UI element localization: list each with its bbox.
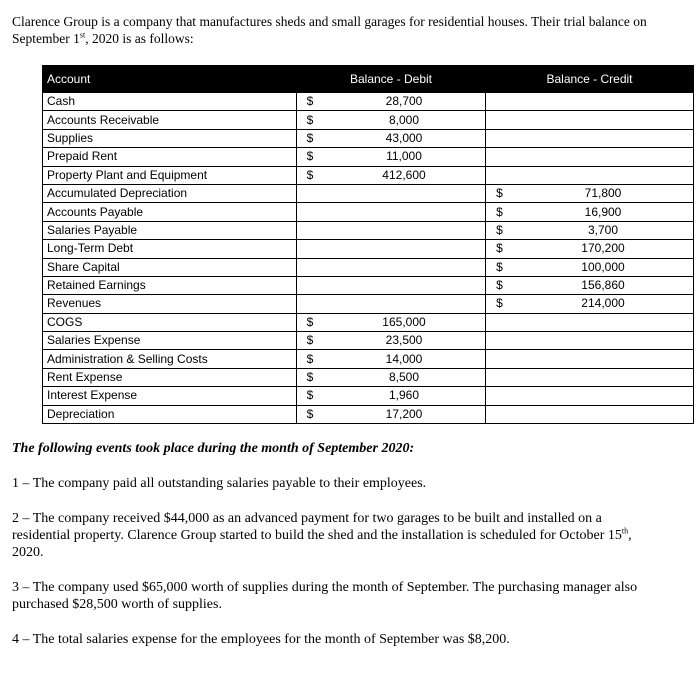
credit-value-cell: 156,860 [513,276,694,294]
debit-value-cell: 43,000 [323,129,486,147]
credit-value-cell [513,166,694,184]
account-cell: Retained Earnings [43,276,297,294]
table-row [43,148,694,166]
table-row [43,387,694,405]
debit-currency-cell [297,240,324,258]
account-cell: Accumulated Depreciation [43,184,297,202]
account-cell: Revenues [43,295,297,313]
credit-value-cell [513,129,694,147]
event-1: 1 – The company paid all outstanding salaries payable to their employees. [12,476,427,491]
events-heading: The following events took place during the month of September 2020: [12,441,415,456]
account-cell: Accounts Receivable [43,111,297,129]
debit-value-cell: 165,000 [323,313,486,331]
account-cell: Property Plant and Equipment [43,166,297,184]
account-cell: Depreciation [43,405,297,423]
debit-value-cell: 14,000 [323,350,486,368]
debit-currency-cell: $ [297,93,324,111]
credit-value-cell [513,350,694,368]
credit-currency-cell [486,313,514,331]
credit-value-cell: 170,200 [513,240,694,258]
credit-value-cell [513,313,694,331]
credit-value-cell [513,368,694,386]
credit-currency-cell: $ [486,276,514,294]
credit-currency-cell [486,405,514,423]
credit-value-cell [513,111,694,129]
intro-line-2: September 1st, 2020 is as follows: [12,30,194,46]
intro-paragraph [12,13,700,47]
table-row [43,129,694,147]
table-body [43,93,694,424]
credit-currency-cell [486,387,514,405]
debit-value-cell: 8,500 [323,368,486,386]
debit-value-cell [323,240,486,258]
debit-value-cell: 11,000 [323,148,486,166]
credit-currency-cell [486,93,514,111]
credit-value-cell [513,387,694,405]
debit-currency-cell: $ [297,332,324,350]
credit-currency-cell [486,332,514,350]
credit-value-cell: 71,800 [513,184,694,202]
table-row [43,93,694,111]
debit-currency-cell [297,276,324,294]
credit-currency-cell: $ [486,184,514,202]
debit-currency-cell [297,295,324,313]
credit-currency-cell: $ [486,203,514,221]
debit-value-cell: 8,000 [323,111,486,129]
debit-currency-cell: $ [297,350,324,368]
credit-value-cell: 214,000 [513,295,694,313]
account-cell: Supplies [43,129,297,147]
table-row [43,368,694,386]
table-header-row [43,66,694,93]
credit-value-cell: 100,000 [513,258,694,276]
table-row [43,111,694,129]
events-section [12,440,700,648]
credit-value-cell [513,332,694,350]
debit-value-cell [323,295,486,313]
table-row [43,240,694,258]
credit-value-cell [513,405,694,423]
account-cell: Administration & Selling Costs [43,350,297,368]
trial-balance-table [42,65,694,424]
credit-currency-cell [486,111,514,129]
credit-currency-cell [486,368,514,386]
table-row [43,332,694,350]
account-cell: Interest Expense [43,387,297,405]
debit-value-cell: 23,500 [323,332,486,350]
header-debit: Balance - Debit [297,66,486,93]
debit-currency-cell [297,203,324,221]
credit-currency-cell [486,166,514,184]
table-row [43,258,694,276]
debit-currency-cell [297,184,324,202]
account-cell: Salaries Expense [43,332,297,350]
debit-value-cell [323,221,486,239]
debit-currency-cell: $ [297,368,324,386]
table-row [43,295,694,313]
debit-value-cell: 412,600 [323,166,486,184]
table-row [43,350,694,368]
credit-currency-cell: $ [486,240,514,258]
account-cell: Long-Term Debt [43,240,297,258]
account-cell: Accounts Payable [43,203,297,221]
debit-value-cell: 17,200 [323,405,486,423]
event-3: 3 – The company used $65,000 worth of supplies during the month of September. The purchasing manager also purchased $28,500 worth of supplies. [12,580,638,612]
credit-value-cell [513,148,694,166]
account-cell: Cash [43,93,297,111]
table-row [43,166,694,184]
event-2: 2 – The company received $44,000 as an advanced payment for two garages to be built and installed on a residential property. Clarence Group started to build the shed and the installation is scheduled for October 15th, 2020. [12,511,632,560]
credit-currency-cell [486,350,514,368]
account-cell: COGS [43,313,297,331]
debit-currency-cell: $ [297,166,324,184]
credit-value-cell: 16,900 [513,203,694,221]
credit-currency-cell: $ [486,258,514,276]
intro-line-1: Clarence Group is a company that manufactures sheds and small garages for residential houses. Their trial balance on [12,14,647,29]
debit-value-cell [323,203,486,221]
credit-currency-cell [486,129,514,147]
header-credit: Balance - Credit [486,66,694,93]
debit-currency-cell: $ [297,148,324,166]
debit-currency-cell: $ [297,313,324,331]
table-row [43,313,694,331]
account-cell: Share Capital [43,258,297,276]
table-row [43,276,694,294]
event-4: 4 – The total salaries expense for the employees for the month of September was $8,200. [12,632,510,647]
debit-value-cell [323,258,486,276]
debit-currency-cell: $ [297,405,324,423]
debit-currency-cell: $ [297,387,324,405]
debit-value-cell: 1,960 [323,387,486,405]
header-account: Account [43,66,297,93]
debit-currency-cell: $ [297,111,324,129]
credit-value-cell [513,93,694,111]
debit-currency-cell [297,258,324,276]
debit-value-cell [323,276,486,294]
debit-currency-cell: $ [297,129,324,147]
debit-value-cell: 28,700 [323,93,486,111]
table-row [43,203,694,221]
debit-value-cell [323,184,486,202]
table-row [43,184,694,202]
credit-currency-cell [486,148,514,166]
account-cell: Rent Expense [43,368,297,386]
credit-currency-cell: $ [486,221,514,239]
debit-currency-cell [297,221,324,239]
account-cell: Prepaid Rent [43,148,297,166]
credit-currency-cell: $ [486,295,514,313]
table-row [43,221,694,239]
account-cell: Salaries Payable [43,221,297,239]
credit-value-cell: 3,700 [513,221,694,239]
table-row [43,405,694,423]
